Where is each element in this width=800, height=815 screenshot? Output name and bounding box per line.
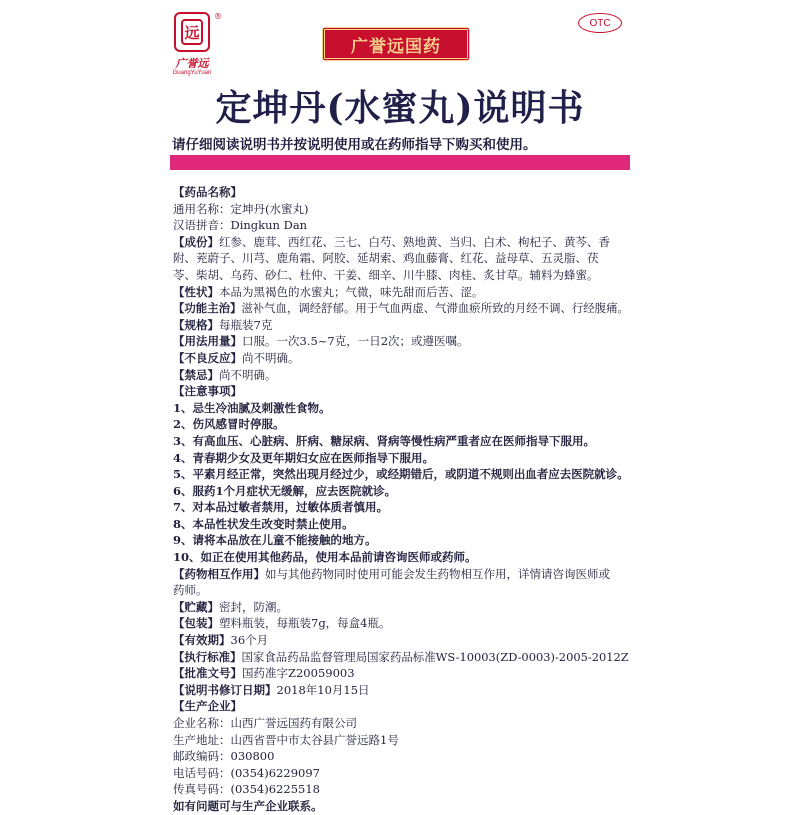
- leaflet-line: 9、请将本品放在儿童不能接触的地方。: [173, 533, 377, 548]
- leaflet-line: 如有问题可与生产企业联系。: [173, 798, 323, 813]
- section-heading: 【功能主治】: [173, 301, 242, 316]
- section-heading: 【包装】: [173, 616, 219, 631]
- leaflet-line: [173, 566, 629, 583]
- section-text: 36个月: [230, 633, 269, 648]
- section-text: 密封，防潮。: [219, 599, 288, 614]
- logo-english-name: GuangYuYuan: [172, 70, 212, 76]
- section-heading: 【药物相互作用】: [173, 566, 265, 581]
- leaflet-line: 7、对本品过敏者禁用，过敏体质者慎用。: [173, 500, 388, 515]
- leaflet-line: 汉语拼音：Dingkun Dan: [173, 218, 308, 233]
- leaflet-line: 企业名称：山西广誉远国药有限公司: [173, 716, 357, 730]
- section-heading: 【执行标准】: [173, 649, 242, 664]
- section-text: 滋补气血，调经舒郁。用于气血两虚、气滞血瘀所致的月经不调、行经腹痛。: [241, 301, 629, 316]
- document-title: 定坤丹(水蜜丸)说明书: [215, 87, 585, 129]
- leaflet-line: [173, 682, 629, 699]
- section-text: 国药准字Z20059003: [242, 666, 355, 681]
- leaflet-line: 生产地址：山西省晋中市太谷县广誉远路1号: [173, 732, 399, 747]
- leaflet-line: 3、有高血压、心脏病、肝病、糖尿病、肾病等慢性病严重者应在医师指导下服用。: [173, 433, 595, 448]
- leaflet-line: [173, 367, 629, 384]
- section-heading: 【性状】: [173, 284, 219, 299]
- leaflet-line: 【注意事项】: [173, 384, 242, 399]
- leaflet-line: [173, 333, 629, 350]
- leaflet-line: 5、平素月经正常，突然出现月经过少，或经期错后，或阴道不规则出血者应去医院就诊。: [173, 467, 629, 482]
- section-heading: 【规格】: [173, 317, 219, 332]
- section-heading: 【用法用量】: [173, 334, 242, 349]
- leaflet-line: [173, 615, 629, 632]
- section-text: 尚不明确。: [219, 367, 277, 382]
- leaflet-line: 传真号码：(0354)6225518: [173, 782, 320, 797]
- section-text: 尚不明确。: [242, 350, 300, 365]
- section-heading: 【成份】: [173, 234, 219, 249]
- leaflet-line: 通用名称：定坤丹(水蜜丸): [173, 201, 309, 216]
- section-heading: 【批准文号】: [173, 666, 242, 681]
- section-text: 本品为黑褐色的水蜜丸；气微，味先甜而后苦、涩。: [219, 284, 484, 299]
- leaflet-line: [173, 599, 629, 616]
- section-heading: 【说明书修订日期】: [173, 682, 277, 697]
- leaflet-line: 药师。: [173, 583, 208, 598]
- section-text: 红参、鹿茸、西红花、三七、白芍、熟地黄、当归、白术、枸杞子、黄芩、香: [219, 234, 610, 249]
- leaflet-line: 6、服药1个月症状无缓解，应去医院就诊。: [173, 483, 397, 498]
- section-heading: 【禁忌】: [173, 367, 219, 382]
- leaflet-line: 电话号码：(0354)6229097: [173, 765, 320, 780]
- section-text: 口服。一次3.5~7克，一日2次；或遵医嘱。: [242, 334, 469, 349]
- leaflet-line: 2、伤风感冒时停服。: [173, 417, 285, 432]
- leaflet-line: 邮政编码：030800: [173, 749, 275, 764]
- registered-mark: ®: [214, 12, 222, 21]
- leaflet-line: [173, 649, 629, 666]
- company-logo: [162, 12, 222, 82]
- section-text: 如与其他药物同时使用可能会发生药物相互作用，详情请咨询医师或: [265, 566, 610, 581]
- leaflet-line: 8、本品性状发生改变时禁止使用。: [173, 516, 354, 531]
- caution-note: 请仔细阅读说明书并按说明使用或在药师指导下购买和使用。: [172, 137, 537, 153]
- leaflet-line: [173, 665, 629, 682]
- section-heading: 【不良反应】: [173, 350, 242, 365]
- leaflet-line: 4、青春期少女及更年期妇女应在医师指导下服用。: [173, 450, 434, 465]
- section-text: 2018年10月15日: [276, 682, 370, 697]
- section-text: 塑料瓶装，每瓶装7g，每盒4瓶。: [219, 616, 391, 631]
- otc-badge: OTC: [578, 13, 622, 33]
- leaflet-line: [173, 284, 629, 301]
- leaflet-line: 【药品名称】: [173, 185, 242, 199]
- leaflet-line: [173, 234, 629, 251]
- logo-mark-icon: [174, 12, 210, 52]
- leaflet-line: 附、茺蔚子、川芎、鹿角霜、阿胶、延胡索、鸡血藤膏、红花、益母草、五灵脂、茯: [173, 251, 599, 266]
- section-heading: 【有效期】: [173, 633, 231, 648]
- brand-name: 广誉远国药: [351, 36, 441, 57]
- section-heading: 【贮藏】: [173, 599, 219, 614]
- leaflet-line: [173, 317, 629, 334]
- pink-divider-bar: [170, 155, 630, 170]
- leaflet-line: 【生产企业】: [173, 699, 242, 714]
- brand-banner: [322, 27, 470, 61]
- section-text: 每瓶装7克: [219, 317, 273, 332]
- leaflet-line: [173, 350, 629, 367]
- leaflet-line: 苓、柴胡、乌药、砂仁、杜仲、干姜、细辛、川牛膝、肉桂、炙甘草。辅料为蜂蜜。: [173, 267, 599, 282]
- leaflet-line: 10、如正在使用其他药品，使用本品前请咨询医师或药师。: [173, 550, 477, 565]
- leaflet-line: 1、忌生冷油腻及刺激性食物。: [173, 400, 331, 415]
- leaflet-line: [173, 300, 629, 317]
- logo-glyph: 远: [184, 24, 200, 42]
- section-text: 国家食品药品监督管理局国家药品标准WS-10003(ZD-0003)-2005-2012Z: [241, 649, 629, 664]
- leaflet-body: [173, 184, 629, 815]
- leaflet-line: [173, 632, 629, 649]
- logo-chinese-name: 广誉远: [175, 57, 209, 70]
